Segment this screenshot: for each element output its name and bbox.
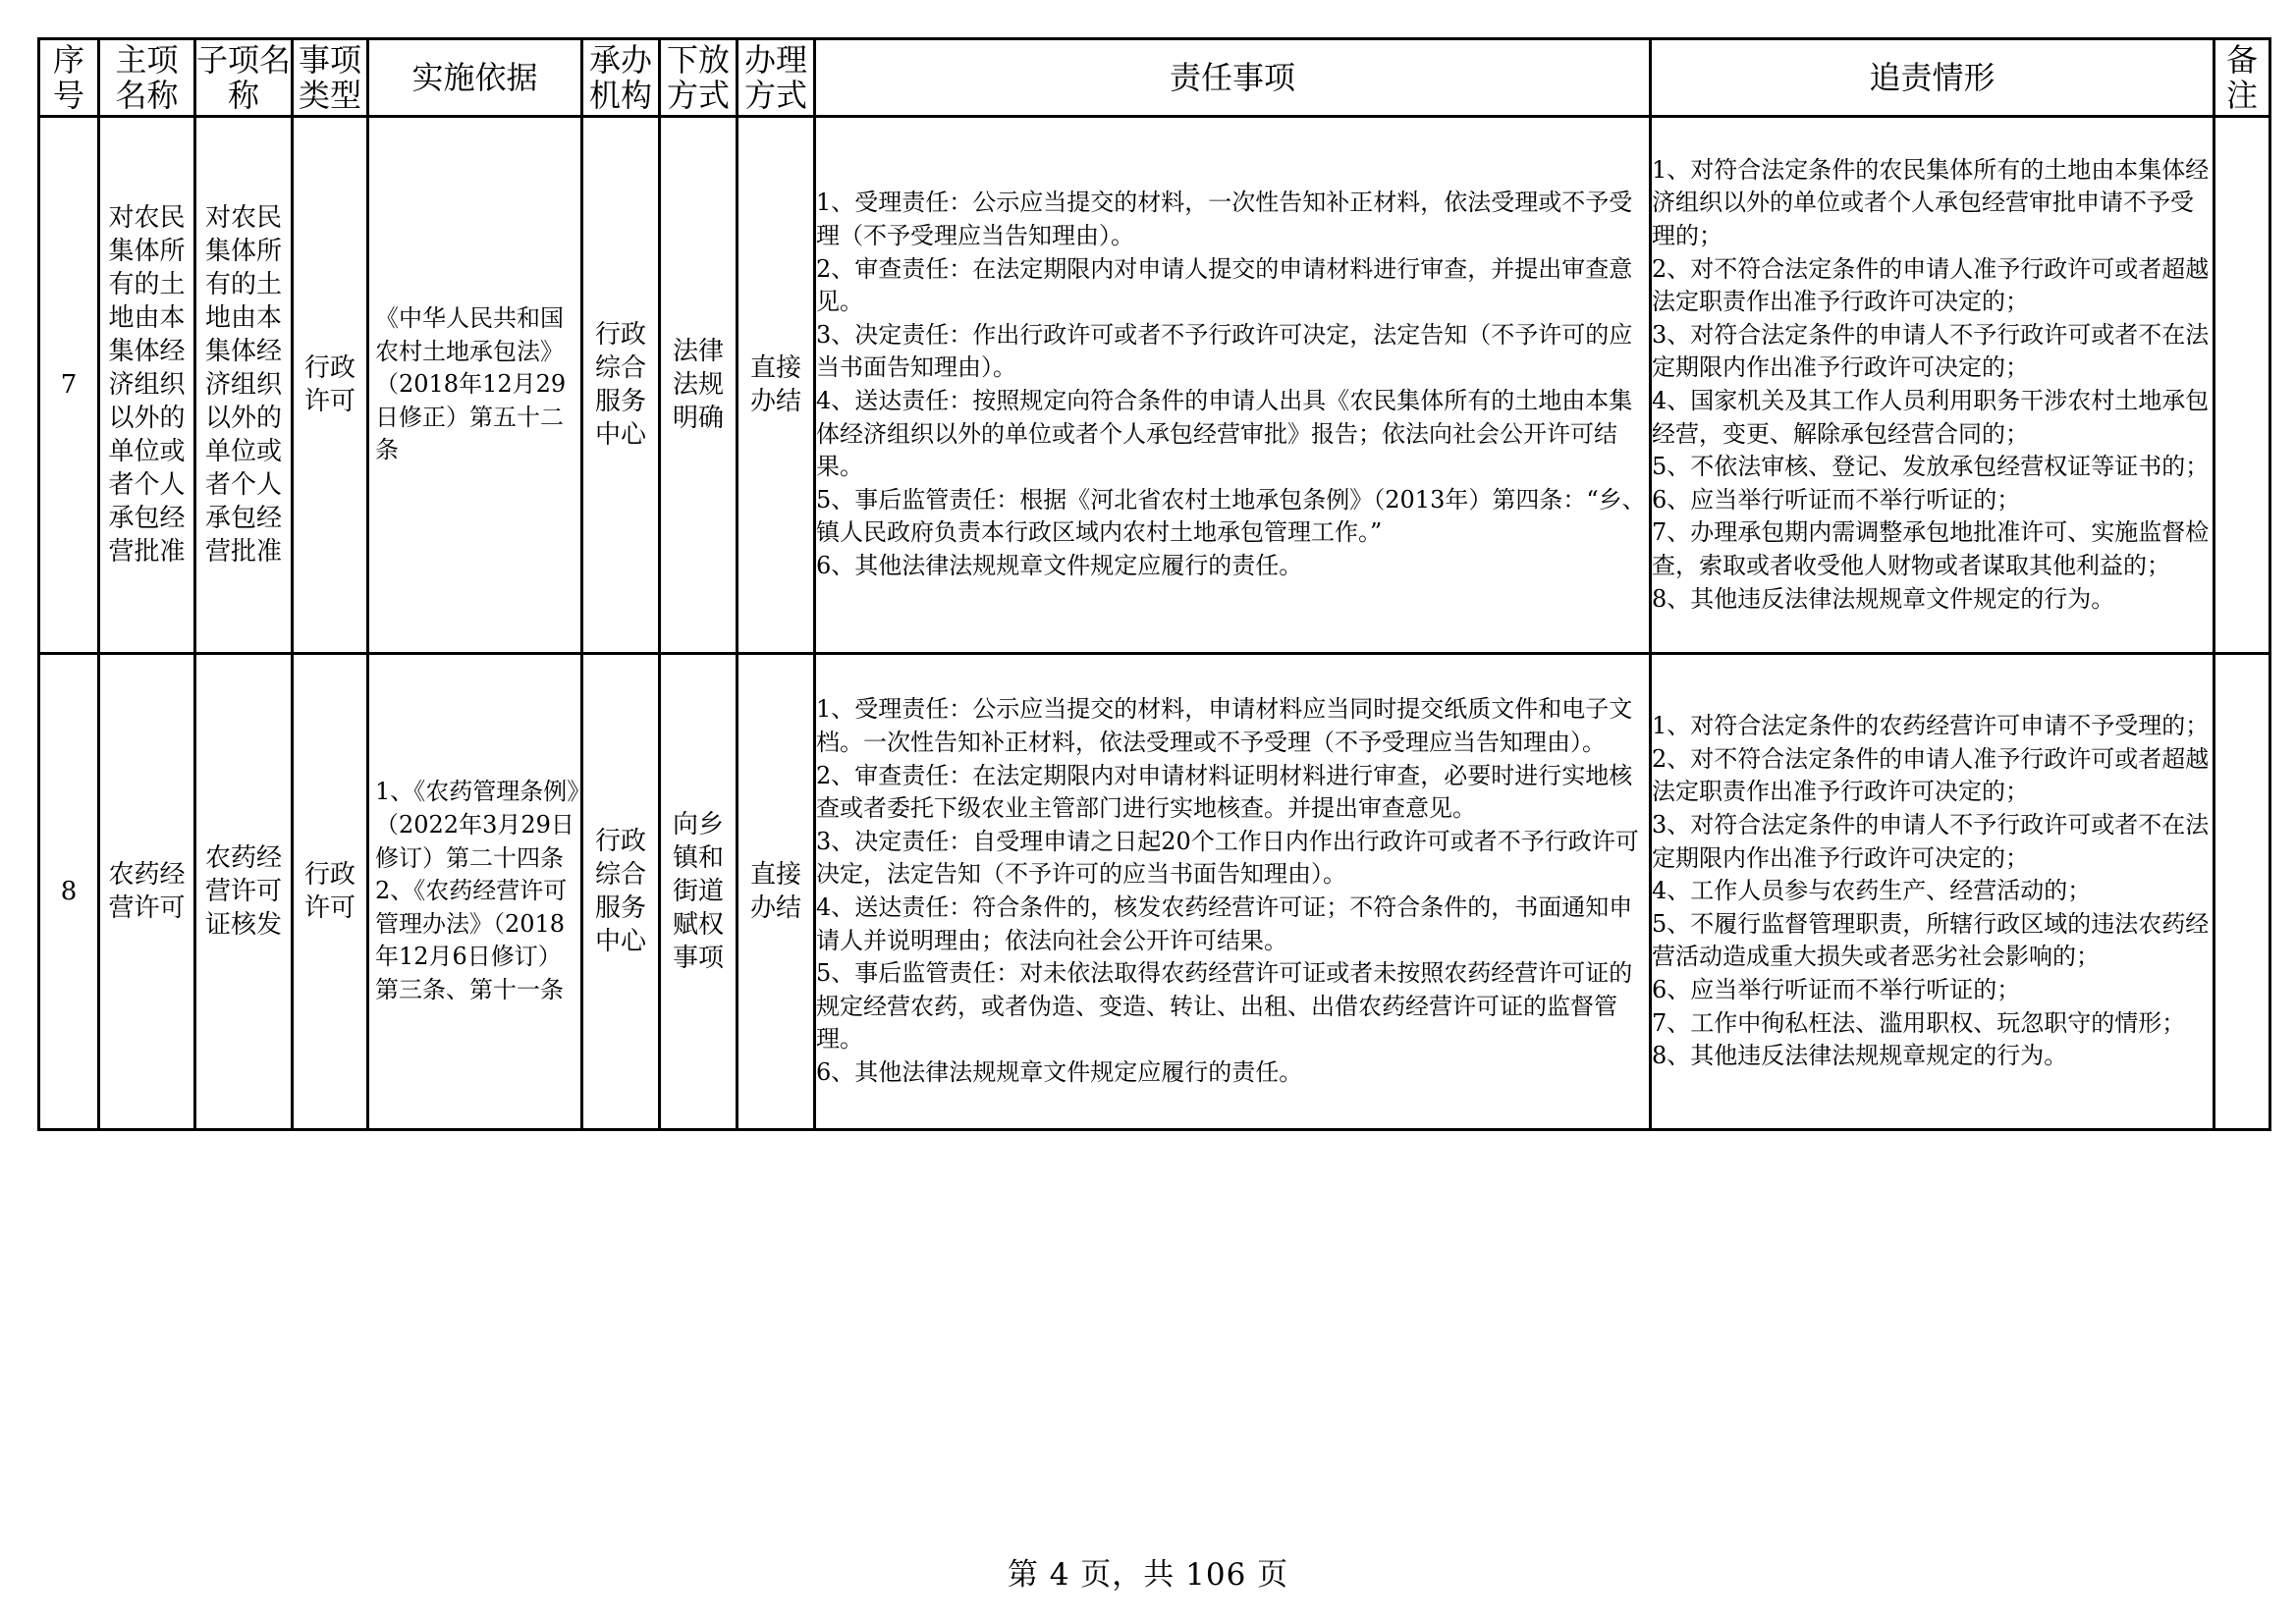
accountability-item: 5、不依法审核、登记、发放承包经营权证等证书的；: [1652, 453, 2210, 481]
row-accountability: [1651, 654, 2214, 1130]
row-agency: 行政综合服务中心: [582, 654, 660, 1130]
row-seq: 8: [39, 654, 99, 1130]
accountability-item: 8、其他违反法律法规规章规定的行为。: [1652, 1042, 2068, 1070]
duty-item: 1、受理责任：公示应当提交的材料，申请材料应当同时提交纸质文件和电子文档。一次性告知补正材料，依法受理或不予受理（不予受理应当告知理由）。: [816, 695, 1633, 757]
table-row: [39, 117, 2270, 654]
row-delegation: 向乡镇和街道赋权事项: [660, 654, 738, 1130]
accountability-item: 5、不履行监督管理职责，所辖行政区域的违法农药经营活动造成重大损失或者恶劣社会影响的；: [1652, 909, 2210, 971]
row-delegation: 法律法规明确: [660, 117, 738, 654]
header-seq: 序号: [39, 39, 99, 117]
duty-item: 6、其他法律法规规章文件规定应履行的责任。: [816, 1057, 1303, 1086]
row-basis: 1、《农药管理条例》（2022年3月29日修订）第二十四条 2、《农药经营许可管理办法》（2018年12月6日修订）第三条、第十一条: [368, 654, 582, 1130]
header-duties: 责任事项: [815, 39, 1651, 117]
header-sub-name: 子项名称: [195, 39, 293, 117]
duty-item: 6、其他法律法规规章文件规定应履行的责任。: [816, 551, 1303, 579]
accountability-item: 7、办理承包期内需调整承包地批准许可、实施监督检查，索取或者收受他人财物或者谋取其他利益的；: [1652, 518, 2210, 579]
row-type: 行政许可: [293, 117, 368, 654]
header-row: [39, 39, 2270, 117]
header-type: 事项类型: [293, 39, 368, 117]
row-sub-name: 对农民集体所有的土地由本集体经济组织以外的单位或者个人承包经营批准: [195, 117, 293, 654]
row-main-name: 农药经营许可: [99, 654, 195, 1130]
accountability-item: 4、国家机关及其工作人员利用职务干涉农村土地承包经营，变更、解除承包经营合同的；: [1652, 387, 2210, 448]
duty-item: 2、审查责任：在法定期限内对申请材料证明材料进行审查，必要时进行实地核查或者委托下级农业主管部门进行实地核查。并提出审查意见。: [816, 761, 1633, 823]
header-delegation: 下放方式: [660, 39, 738, 117]
row-main-name: 对农民集体所有的土地由本集体经济组织以外的单位或者个人承包经营批准: [99, 117, 195, 654]
duty-item: 5、事后监管责任：对未依法取得农药经营许可证或者未按照农药经营许可证的规定经营农药，或者伪造、变造、转让、出租、出借农药经营许可证的监督管理。: [816, 959, 1633, 1054]
row-duties: [815, 654, 1651, 1130]
duty-item: 3、决定责任：自受理申请之日起20个工作日内作出行政许可或者不予行政许可决定，法定告知（不予许可的应当书面告知理由）。: [816, 827, 1639, 889]
header-main-name: 主项名称: [99, 39, 195, 117]
table-row: [39, 654, 2270, 1130]
accountability-item: 8、其他违反法律法规规章文件规定的行为。: [1652, 584, 2115, 613]
duty-item: 4、送达责任：按照规定向符合条件的申请人出具《农民集体所有的土地由本集体经济组织以外的单位或者个人承包经营审批》报告；依法向社会公开许可结果。: [816, 387, 1633, 481]
accountability-item: 6、应当举行听证而不举行听证的；: [1652, 485, 2021, 514]
row-agency: 行政综合服务中心: [582, 117, 660, 654]
row-basis: 《中华人民共和国农村土地承包法》（2018年12月29日修正）第五十二条: [368, 117, 582, 654]
duty-item: 5、事后监管责任：根据《河北省农村土地承包条例》（2013年）第四条：“乡、镇人民政府负责本行政区域内农村土地承包管理工作。”: [816, 485, 1646, 547]
row-sub-name: 农药经营许可证核发: [195, 654, 293, 1130]
accountability-item: 3、对符合法定条件的申请人不予行政许可或者不在法定期限内作出准予行政许可决定的；: [1652, 320, 2210, 382]
duty-item: 4、送达责任：符合条件的，核发农药经营许可证；不符合条件的，书面通知申请人并说明理由；依法向社会公开许可结果。: [816, 893, 1633, 954]
header-remarks: 备注: [2214, 39, 2270, 117]
header-agency: 承办机构: [582, 39, 660, 117]
duty-item: 1、受理责任：公示应当提交的材料，一次性告知补正材料，依法受理或不予受理（不予受理应当告知理由）。: [816, 189, 1633, 250]
accountability-item: 1、对符合法定条件的农民集体所有的土地由本集体经济组织以外的单位或者个人承包经营审批申请不予受理的；: [1652, 155, 2210, 250]
accountability-item: 2、对不符合法定条件的申请人准予行政许可或者超越法定职责作出准予行政许可决定的；: [1652, 254, 2210, 316]
row-handling: 直接办结: [738, 117, 815, 654]
row-duties: [815, 117, 1651, 654]
header-basis: 实施依据: [368, 39, 582, 117]
header-accountability: 追责情形: [1651, 39, 2214, 117]
accountability-item: 2、对不符合法定条件的申请人准予行政许可或者超越法定职责作出准予行政许可决定的；: [1652, 744, 2210, 806]
accountability-item: 7、工作中徇私枉法、滥用职权、玩忽职守的情形；: [1652, 1008, 2186, 1037]
responsibility-table: [37, 37, 2271, 1131]
accountability-item: 1、对符合法定条件的农药经营许可申请不予受理的；: [1652, 712, 2210, 740]
duty-item: 2、审查责任：在法定期限内对申请人提交的申请材料进行审查，并提出审查意见。: [816, 254, 1633, 316]
accountability-item: 4、工作人员参与农药生产、经营活动的；: [1652, 877, 2092, 905]
accountability-item: 6、应当举行听证而不举行听证的；: [1652, 975, 2021, 1003]
row-seq: 7: [39, 117, 99, 654]
header-handling: 办理方式: [738, 39, 815, 117]
row-type: 行政许可: [293, 654, 368, 1130]
row-accountability: [1651, 117, 2214, 654]
duty-item: 3、决定责任：作出行政许可或者不予行政许可决定，法定告知（不予许可的应当书面告知理由）。: [816, 320, 1633, 382]
row-remarks: [2214, 117, 2270, 654]
row-handling: 直接办结: [738, 654, 815, 1130]
accountability-item: 3、对符合法定条件的申请人不予行政许可或者不在法定期限内作出准予行政许可决定的；: [1652, 811, 2210, 872]
row-remarks: [2214, 654, 2270, 1130]
page-footer: 第 4 页，共 106 页: [1007, 1557, 1289, 1593]
